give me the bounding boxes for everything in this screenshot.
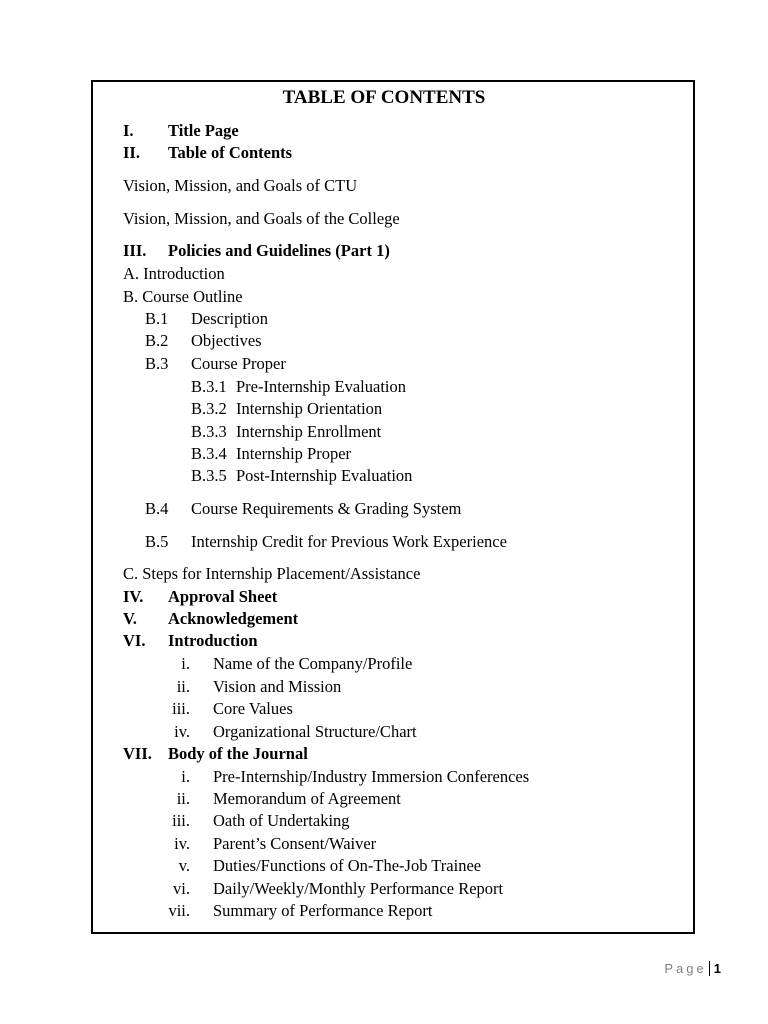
toc-entry-number: B.3.2: [191, 399, 227, 418]
toc-entry-number: ii.: [176, 789, 190, 808]
toc-entry-vision-college: Vision, Mission, and Goals of the College: [123, 209, 400, 228]
toc-entry-label: Body of the Journal: [168, 744, 308, 763]
toc-entry-vision-ctu: Vision, Mission, and Goals of CTU: [123, 176, 358, 195]
toc-entry-number: IV.: [123, 587, 144, 606]
toc-entry-number: i.: [181, 767, 190, 786]
page-title: TABLE OF CONTENTS: [282, 87, 486, 108]
toc-entry-number: B.3.3: [191, 422, 227, 441]
footer-divider: [709, 961, 710, 976]
toc-entry-label: Parent’s Consent/Waiver: [213, 834, 377, 853]
page-word: Page: [664, 961, 707, 976]
toc-entry-number: ii.: [176, 677, 190, 696]
toc-entry-number: I.: [123, 121, 134, 140]
toc-entry-number: B.4: [145, 499, 169, 518]
toc-entry-label: Internship Orientation: [236, 399, 383, 418]
toc-entry-number: B.2: [145, 331, 169, 350]
toc-entry-label: Organizational Structure/Chart: [213, 722, 417, 741]
toc-entry-label: Acknowledgement: [168, 609, 299, 628]
toc-entry-label: Internship Proper: [236, 444, 352, 463]
toc-entry-label: Course Proper: [191, 354, 286, 373]
toc-entry-label: Summary of Performance Report: [213, 901, 433, 920]
toc-entry-label: Title Page: [168, 121, 239, 140]
toc-entry-number: B.3.4: [191, 444, 227, 463]
toc-entry-label: Daily/Weekly/Monthly Performance Report: [213, 879, 504, 898]
toc-entry-label: Course Requirements & Grading System: [191, 499, 462, 518]
toc-entry-label: Objectives: [191, 331, 262, 350]
toc-entry-label: Pre-Internship Evaluation: [236, 377, 406, 396]
toc-entry-label: Description: [191, 309, 268, 328]
toc-entry-number: B.3.1: [191, 377, 227, 396]
page-footer: [600, 958, 721, 980]
toc-entry-label: Introduction: [168, 631, 258, 650]
toc-entry-b-course-outline: B. Course Outline: [123, 287, 243, 306]
toc-entry-number: VII.: [123, 744, 152, 763]
toc-entry-label: Policies and Guidelines (Part 1): [168, 241, 390, 260]
toc-entry-number: iv.: [174, 722, 190, 741]
toc-entry-number: II.: [123, 143, 140, 162]
toc-entry-number: v.: [178, 856, 190, 875]
toc-entry-label: Approval Sheet: [168, 587, 278, 606]
toc-entry-number: VI.: [123, 631, 146, 650]
toc-entry-number: B.1: [145, 309, 169, 328]
toc-entry-label: Vision and Mission: [213, 677, 342, 696]
toc-entry-number: B.3.5: [191, 466, 227, 485]
toc-entry-number: vi.: [173, 879, 190, 898]
toc-entry-number: iii.: [172, 699, 190, 718]
toc-entry-number: B.3: [145, 354, 169, 373]
toc-entry-number: III.: [123, 241, 147, 260]
toc-entry-number: V.: [123, 609, 137, 628]
toc-entry-label: Pre-Internship/Industry Immersion Conferences: [213, 767, 530, 786]
toc-entry-number: iii.: [172, 811, 190, 830]
toc-entry-label: Name of the Company/Profile: [213, 654, 413, 673]
toc-entry-number: i.: [181, 654, 190, 673]
page-number: 1: [713, 961, 721, 976]
toc-entry-label: Table of Contents: [168, 143, 293, 162]
toc-entry-label: Internship Credit for Previous Work Experience: [191, 532, 507, 551]
toc-entry-a-introduction: A. Introduction: [123, 264, 225, 283]
toc-entry-number: B.5: [145, 532, 169, 551]
toc-entry-number: vii.: [168, 901, 190, 920]
toc-entry-number: iv.: [174, 834, 190, 853]
toc-entry-label: Post-Internship Evaluation: [236, 466, 413, 485]
toc-entry-label: Duties/Functions of On-The-Job Trainee: [213, 856, 482, 875]
toc-entry-label: Memorandum of Agreement: [213, 789, 401, 808]
toc-entry-c-steps: C. Steps for Internship Placement/Assistance: [123, 564, 421, 583]
toc-entry-label: Internship Enrollment: [236, 422, 382, 441]
toc-entry-label: Oath of Undertaking: [213, 811, 350, 830]
toc-entry-label: Core Values: [213, 699, 293, 718]
